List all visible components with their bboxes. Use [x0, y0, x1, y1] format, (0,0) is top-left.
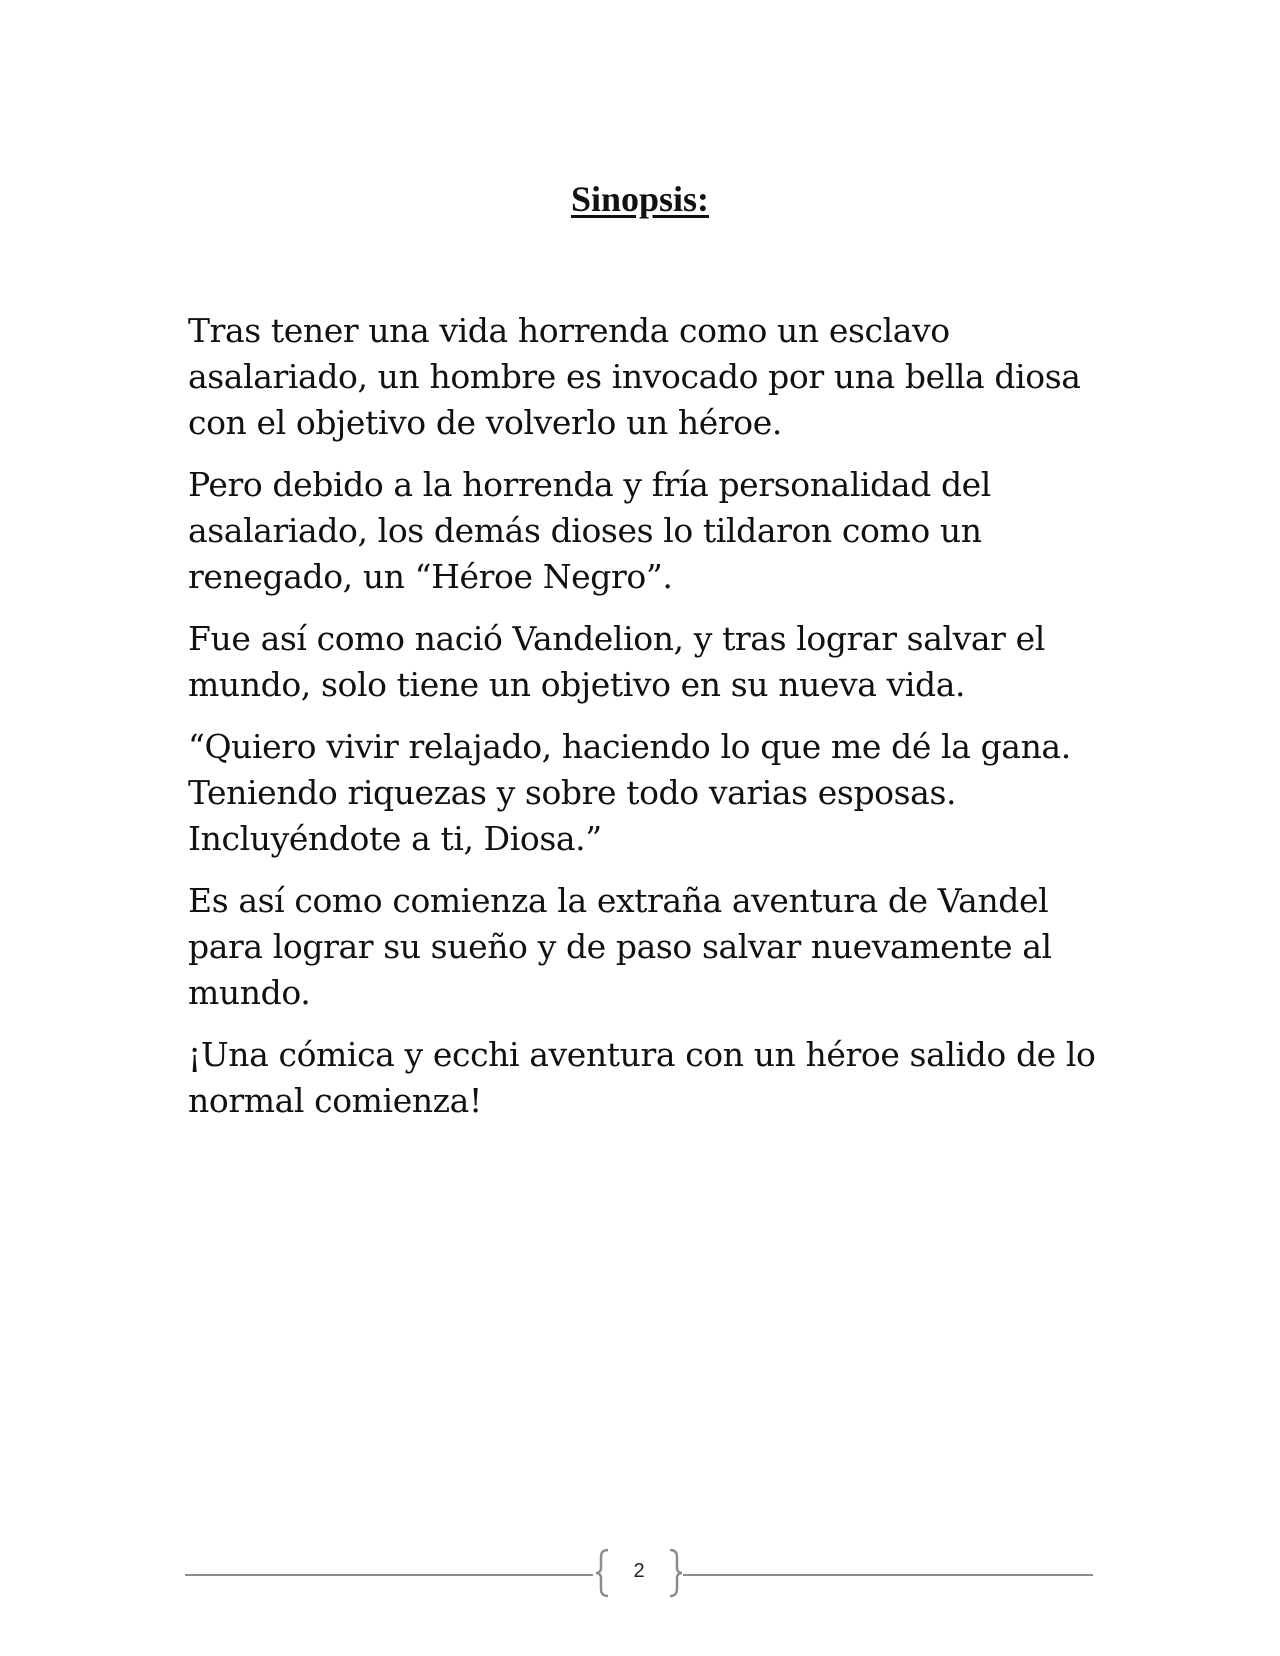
page-footer: [185, 1548, 1093, 1600]
page-number: 2: [633, 1560, 645, 1582]
page-title: Sinopsis:: [570, 179, 710, 219]
footer-rule-right: [683, 1574, 1093, 1576]
right-brace-icon: [668, 1548, 684, 1598]
paragraph-6: ¡Una cómica y ecchi aventura con un héroe salido de lo normal comienza!: [188, 1035, 1096, 1120]
paragraph-4: “Quiero vivir relajado, haciendo lo que me dé la gana. Teniendo riquezas y sobre todo varias esposas. Incluyéndote a ti, Diosa.”: [188, 727, 1071, 858]
left-brace-icon: [594, 1548, 610, 1598]
footer-rule-left: [185, 1574, 593, 1576]
paragraph-5: Es así como comienza la extraña aventura de Vandel para lograr su sueño y de paso salvar nuevamente al mundo.: [188, 881, 1052, 1012]
paragraph-1: Tras tener una vida horrenda como un esclavo asalariado, un hombre es invocado por una bella diosa con el objetivo de volverlo un héroe.: [188, 311, 1081, 442]
synopsis-body: [188, 308, 1108, 1140]
paragraph-2: Pero debido a la horrenda y fría personalidad del asalariado, los demás dioses lo tildaron como un renegado, un “Héroe Negro”.: [188, 465, 991, 596]
paragraph-3: Fue así como nació Vandelion, y tras lograr salvar el mundo, solo tiene un objetivo en su nueva vida.: [188, 619, 1045, 704]
